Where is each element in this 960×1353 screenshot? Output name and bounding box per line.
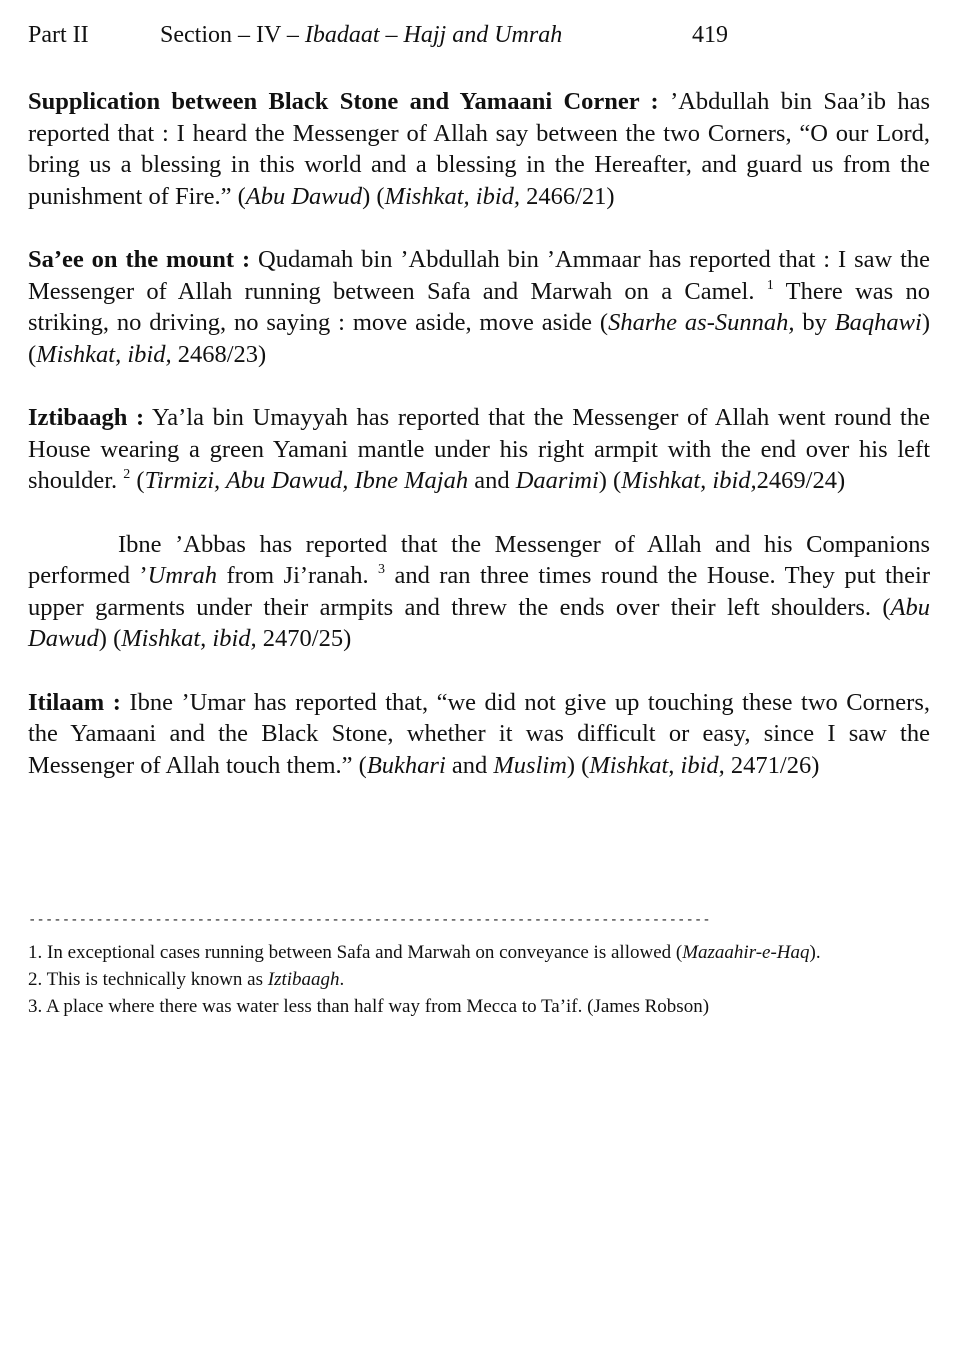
p4-text: from Ji’ranah. — [217, 562, 379, 589]
section-prefix: Section – IV – — [160, 22, 305, 48]
heading-iztibaagh: Iztibaagh : — [28, 404, 145, 431]
footnote-2-end: . — [339, 969, 345, 990]
heading-saee: Sa’ee on the mount : — [28, 246, 251, 273]
footnote-2 — [28, 967, 930, 992]
p2-text: Qudamah bin ’Abdullah bin ’Ammaar has reported that : I saw the Messenger of Allah running between Safa and Marwah on a Camel. — [28, 246, 931, 305]
p3-cite: Tirmizi, Abu Dawud, Ibne Majah — [144, 467, 469, 494]
footnote-1 — [28, 940, 930, 965]
section-title — [160, 22, 562, 49]
p2-cite: Mishkat, ibid, — [36, 340, 172, 368]
p4-cite: Mishkat, ibid, — [121, 625, 257, 652]
footnote-3-text: 3. A place where there was water less than half way from Mecca to Ta’if. (James Robson) — [28, 996, 710, 1017]
heading-supplication: Supplication between Black Stone and Yamaani Corner : — [28, 88, 659, 115]
p3-cite: Daarimi — [515, 467, 599, 494]
p3-text: ) ( — [598, 467, 622, 494]
p4-text: ) ( — [98, 625, 122, 652]
heading-itilaam: Itilaam : — [28, 688, 121, 716]
p1-cite: Mishkat, ibid, — [384, 182, 520, 210]
p5-cite: Bukhari — [366, 751, 446, 779]
p4-text: and ran three times round the House. They put their upper garments under their armpits and threw the ends over their left shoulders. ( — [28, 562, 930, 621]
p1-text: 2466/21) — [520, 182, 615, 210]
page-number: 419 — [692, 22, 728, 48]
footnote-separator: --------------------------------------------------------------------------------- — [28, 912, 711, 928]
footnote-2-text: 2. This is technically known as — [28, 969, 268, 990]
p3-text: Ya’la bin Umayyah has reported that the Messenger of Allah went round the House wearing a green Yamani mantle under his right armpit with the end over his left shoulder. — [28, 404, 930, 494]
footnote-1-end: ). — [809, 942, 821, 963]
p5-text: ) ( — [566, 751, 590, 779]
paragraph-supplication — [28, 86, 930, 212]
footnote-3 — [28, 994, 930, 1019]
p3-text: and — [468, 467, 516, 494]
p2-cite: Sharhe as-Sunnah, — [608, 309, 795, 336]
p5-text: Ibne ’Umar has reported that, “we did not give up touching these two Corners, the Yamaani and the Black Stone, whether it was difficult or easy, since I saw the Messenger of Allah touch them.” ( — [28, 688, 930, 779]
paragraph-itilaam — [28, 687, 930, 782]
paragraph-saee — [28, 244, 930, 370]
page-body — [28, 86, 930, 813]
paragraph-iztibaagh — [28, 402, 930, 497]
p3-text: ( — [130, 467, 145, 494]
p4-text: Ibne ’Abbas has reported that the Messenger of Allah and his Companions performed ’ — [28, 530, 930, 589]
p2-text: There was no striking, no driving, no saying : move aside, move aside ( — [28, 277, 930, 336]
p1-text: ’Abdullah bin Saa’ib has reported that : I heard the Messenger of Allah say between the two Corners, “O our Lord, bring us a blessing in this world and a blessing in the Hereafter, and guard us from the punishment of Fire.” ( — [28, 88, 930, 210]
footnote-1-italic: Mazaahir-e-Haq — [682, 942, 810, 963]
page-header — [28, 22, 932, 54]
p5-cite: Mishkat, ibid, — [589, 751, 725, 779]
p5-text: and — [445, 751, 494, 779]
p4-italic: Umrah — [147, 562, 218, 589]
p2-cite: Baqhawi — [834, 309, 922, 336]
footnote-ref-3: 3 — [378, 562, 386, 577]
p1-cite: Abu Dawud — [245, 182, 363, 210]
footnote-1-text: 1. In exceptional cases running between Safa and Marwah on conveyance is allowed ( — [28, 942, 683, 963]
part-label: Part II — [28, 22, 89, 48]
footnote-2-italic: Iztibaagh — [267, 969, 340, 990]
p5-text: 2471/26) — [724, 751, 820, 779]
paragraph-ibne-abbas — [28, 529, 930, 655]
p4-cite: Abu Dawud — [28, 593, 930, 652]
p1-text: ) ( — [362, 182, 385, 210]
p2-text: ) ( — [28, 309, 930, 368]
footnotes — [28, 940, 930, 1021]
p4-text: 2470/25) — [256, 625, 352, 652]
p2-text: by — [794, 309, 835, 336]
footnote-ref-2: 2 — [123, 467, 131, 482]
p3-cite: Mishkat, ibid, — [621, 467, 757, 494]
footnote-ref-1: 1 — [766, 277, 774, 293]
p5-cite: Muslim — [493, 751, 567, 779]
p3-text: 2469/24) — [756, 467, 846, 494]
section-italic: Ibadaat – Hajj and Umrah — [304, 22, 563, 48]
p2-text: 2468/23) — [171, 340, 267, 368]
